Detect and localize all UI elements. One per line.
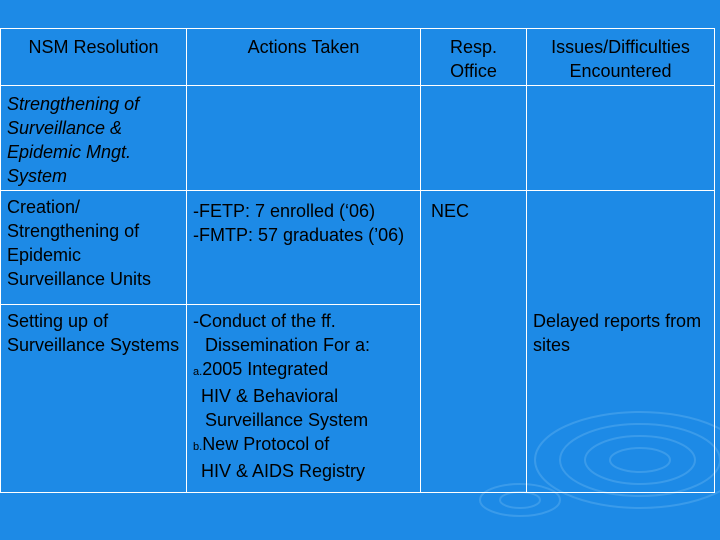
header-resp-office: Resp. Office bbox=[421, 29, 527, 86]
resolution-cell: Creation/ Strengthening of Epidemic Surveillance Units bbox=[1, 191, 187, 305]
header-nsm-resolution: NSM Resolution bbox=[1, 29, 187, 86]
table-row bbox=[1, 191, 715, 305]
list-item-text: HIV & Behavioral bbox=[201, 386, 339, 406]
issues-cell: Delayed reports from sites bbox=[527, 305, 715, 493]
section-row bbox=[1, 86, 715, 191]
resolution-cell: Setting up of Surveillance Systems bbox=[1, 305, 187, 493]
action-line: -FETP: 7 enrolled (‘06) bbox=[193, 201, 376, 221]
action-line: -FMTP: 57 graduates (’06) bbox=[193, 225, 405, 245]
list-marker-a: a. bbox=[193, 366, 203, 378]
actions-cell bbox=[187, 305, 421, 493]
section-title: Strengthening of Surveillance & Epidemic Mngt. System bbox=[1, 86, 187, 191]
actions-cell bbox=[187, 191, 421, 305]
list-item-text: Surveillance System bbox=[205, 410, 369, 430]
list-item-b bbox=[193, 432, 414, 459]
list-item-text: HIV & AIDS Registry bbox=[201, 461, 366, 481]
office-cell bbox=[421, 305, 527, 493]
resolution-table bbox=[0, 28, 715, 493]
header-issues: Issues/Difficulties Encountered bbox=[527, 29, 715, 86]
office-cell: NEC bbox=[421, 191, 527, 305]
table-row bbox=[1, 305, 715, 493]
resolution-table-container bbox=[0, 28, 714, 493]
action-intro-line: -Conduct of the ff. bbox=[193, 311, 336, 331]
header-row bbox=[1, 29, 715, 86]
header-actions-taken: Actions Taken bbox=[187, 29, 421, 86]
section-office-empty bbox=[421, 86, 527, 191]
section-issues-empty bbox=[527, 86, 715, 191]
action-intro-line: Dissemination For a: bbox=[205, 335, 371, 355]
list-item-text: New Protocol of bbox=[202, 434, 330, 454]
list-marker-b: b. bbox=[193, 441, 203, 453]
issues-cell bbox=[527, 191, 715, 305]
list-item-a bbox=[193, 357, 414, 384]
list-item-text: 2005 Integrated bbox=[202, 359, 329, 379]
section-actions-empty bbox=[187, 86, 421, 191]
